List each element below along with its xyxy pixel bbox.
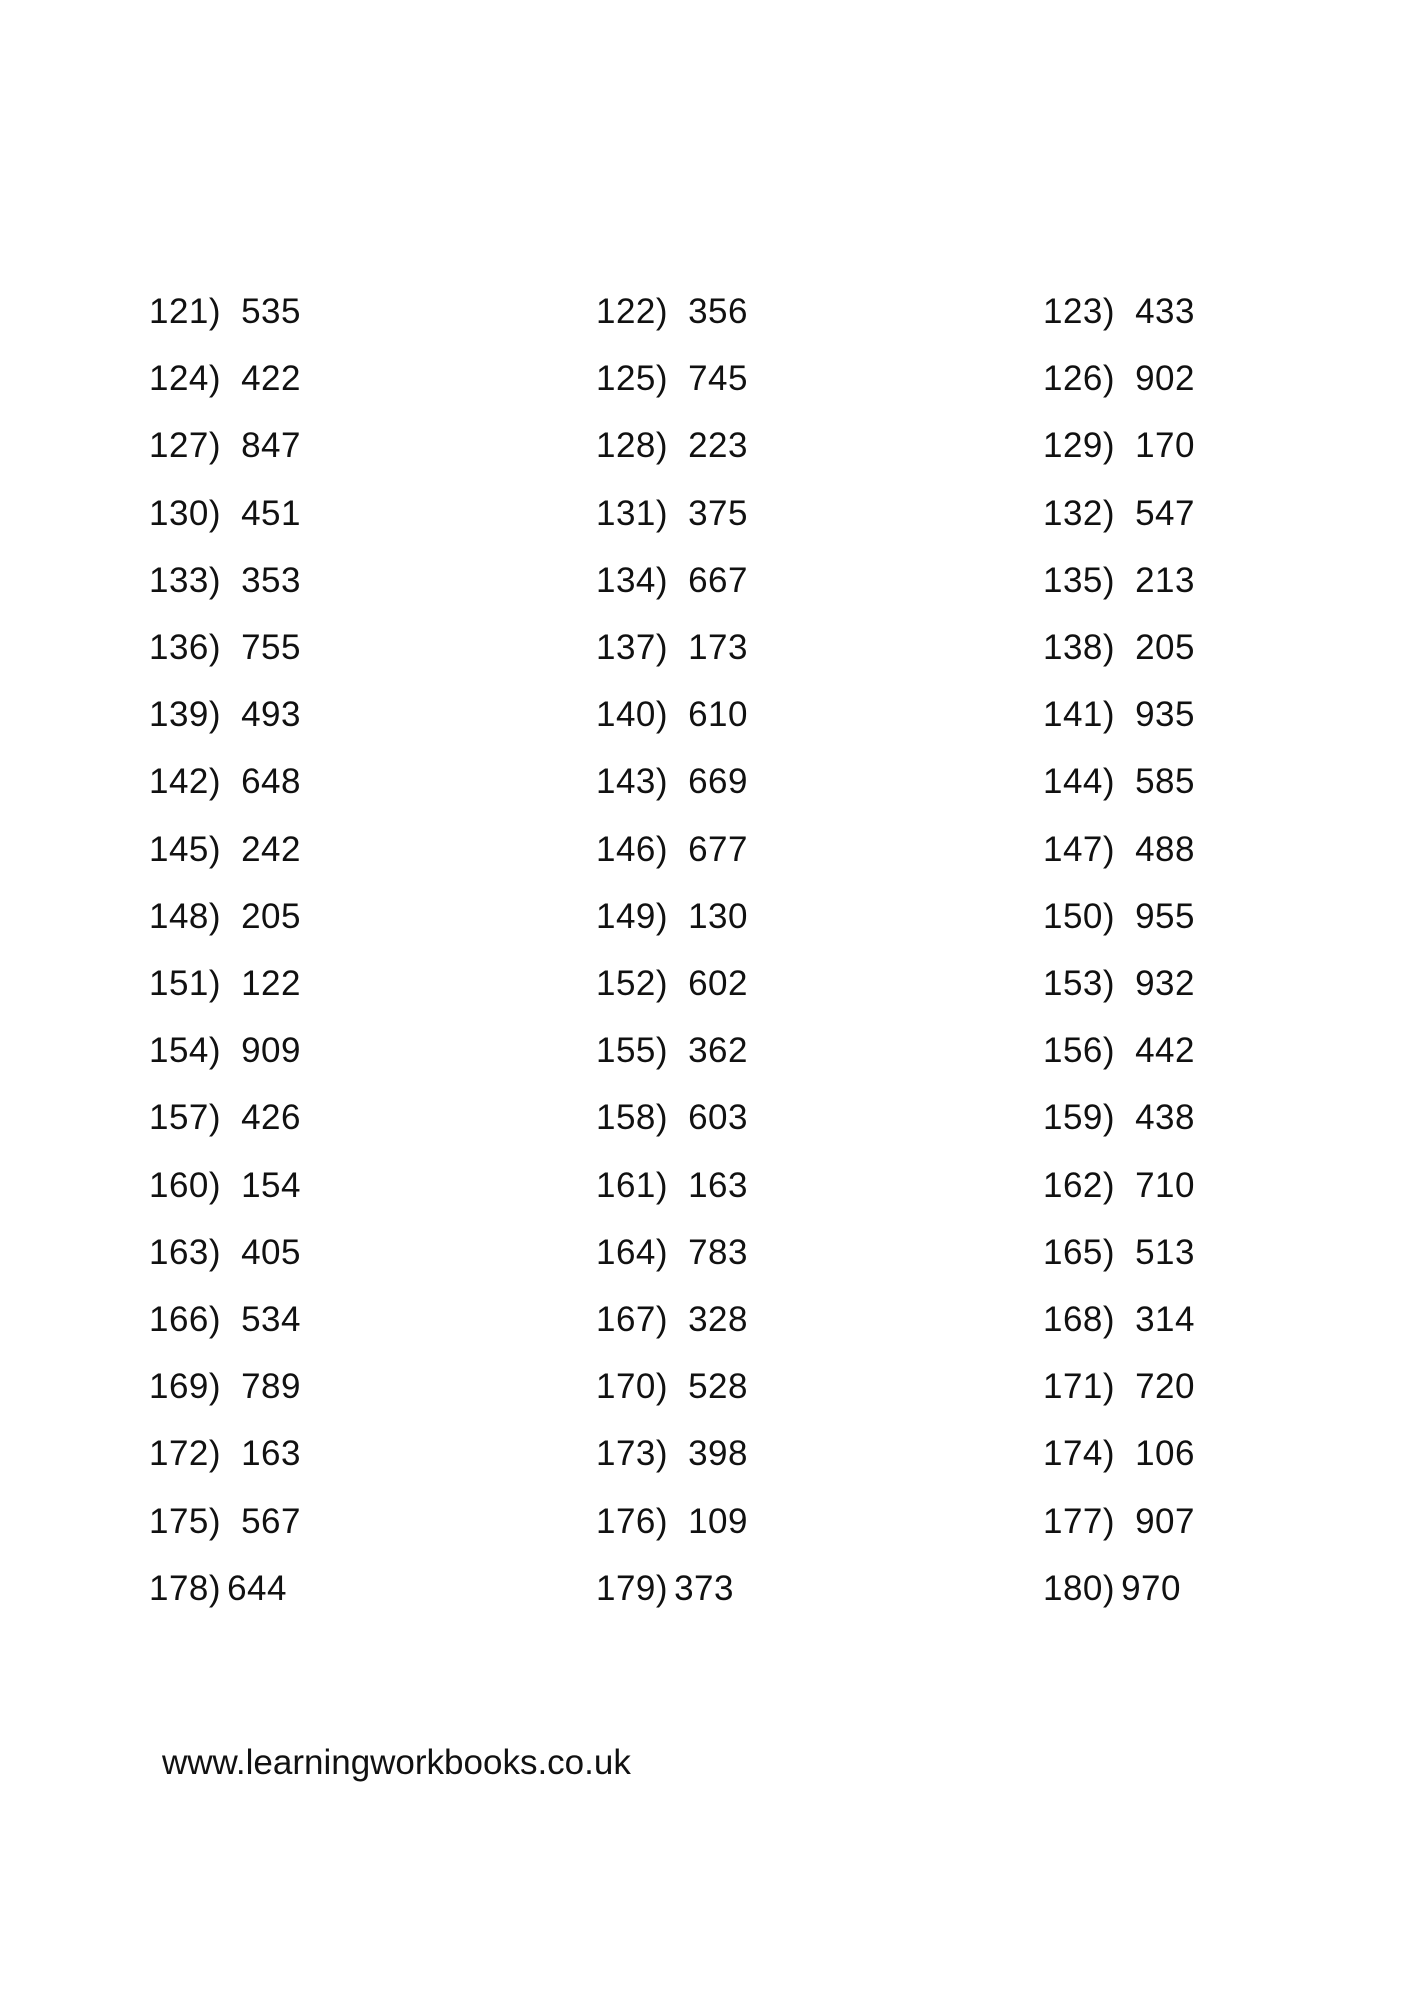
problem-value: 902 xyxy=(1135,359,1195,399)
problem-row xyxy=(0,1228,1414,1278)
problem-row xyxy=(0,354,1414,404)
problem-value: 710 xyxy=(1135,1165,1195,1205)
problem-number: 124) xyxy=(149,359,222,399)
problem-number: 128) xyxy=(596,426,669,466)
problem-row xyxy=(0,1161,1414,1211)
problem-value: 328 xyxy=(688,1300,748,1339)
problem-value: 314 xyxy=(1135,1300,1195,1339)
problem-item xyxy=(149,623,301,673)
problem-item xyxy=(1043,489,1195,539)
problem-number: 160) xyxy=(149,1165,222,1205)
problem-row xyxy=(0,1564,1414,1614)
problem-row xyxy=(0,1026,1414,1076)
problem-item xyxy=(596,489,748,539)
problem-value: 644 xyxy=(227,1568,287,1608)
problem-value: 789 xyxy=(241,1367,301,1407)
problem-item xyxy=(596,1295,748,1345)
problem-value: 213 xyxy=(1135,560,1195,600)
problem-value: 677 xyxy=(688,829,748,869)
problem-value: 154 xyxy=(241,1165,301,1205)
problem-value: 955 xyxy=(1135,896,1195,936)
problem-value: 163 xyxy=(241,1434,301,1474)
problem-number: 153) xyxy=(1043,964,1116,1003)
problem-row xyxy=(0,757,1414,807)
problem-value: 602 xyxy=(688,964,748,1003)
problem-value: 755 xyxy=(241,628,301,667)
problem-number: 157) xyxy=(149,1098,222,1138)
problem-row xyxy=(0,489,1414,539)
problem-number: 171) xyxy=(1043,1367,1116,1407)
problem-item xyxy=(596,354,748,404)
problem-item xyxy=(596,556,748,606)
problem-number: 152) xyxy=(596,964,669,1003)
problem-value: 970 xyxy=(1121,1568,1181,1608)
problem-item xyxy=(149,825,301,875)
problem-value: 130 xyxy=(688,896,748,936)
problem-item xyxy=(596,1564,734,1614)
problem-value: 720 xyxy=(1135,1367,1195,1407)
problem-item xyxy=(596,287,748,337)
problem-item xyxy=(149,690,301,740)
problem-item xyxy=(596,1093,748,1143)
problem-item xyxy=(1043,1497,1195,1547)
problem-item xyxy=(1043,421,1195,471)
problem-number: 145) xyxy=(149,829,222,869)
problem-number: 165) xyxy=(1043,1232,1116,1272)
problem-item xyxy=(1043,825,1195,875)
footer-url: www.learningworkbooks.co.uk xyxy=(162,1743,631,1782)
problem-row xyxy=(0,1093,1414,1143)
problem-value: 422 xyxy=(241,359,301,399)
problem-item xyxy=(596,1161,748,1211)
problem-number: 125) xyxy=(596,359,669,399)
problem-item xyxy=(149,287,301,337)
problem-value: 356 xyxy=(688,292,748,331)
problem-number: 146) xyxy=(596,829,669,869)
problem-number: 155) xyxy=(596,1031,669,1071)
problem-number: 126) xyxy=(1043,359,1116,399)
problem-number: 164) xyxy=(596,1232,669,1272)
problem-value: 242 xyxy=(241,829,301,869)
problem-item xyxy=(1043,1026,1195,1076)
problem-row xyxy=(0,556,1414,606)
problem-row xyxy=(0,287,1414,337)
problem-number: 130) xyxy=(149,493,222,533)
problem-number: 133) xyxy=(149,560,222,600)
problem-value: 648 xyxy=(241,762,301,802)
problem-item xyxy=(149,1497,301,1547)
problem-item xyxy=(1043,354,1195,404)
problem-number: 139) xyxy=(149,695,222,735)
problem-item xyxy=(1043,1228,1195,1278)
problem-item xyxy=(1043,757,1195,807)
problem-item xyxy=(596,959,748,1009)
problem-number: 122) xyxy=(596,292,669,331)
problem-item xyxy=(596,623,748,673)
problem-value: 488 xyxy=(1135,829,1195,869)
problem-row xyxy=(0,959,1414,1009)
problem-value: 534 xyxy=(241,1300,301,1339)
problem-item xyxy=(596,892,748,942)
problem-row xyxy=(0,1429,1414,1479)
problem-value: 585 xyxy=(1135,762,1195,802)
problem-row xyxy=(0,1362,1414,1412)
problem-number: 175) xyxy=(149,1501,222,1541)
problem-value: 935 xyxy=(1135,695,1195,735)
problem-value: 353 xyxy=(241,560,301,600)
problem-value: 373 xyxy=(674,1568,734,1608)
problem-value: 451 xyxy=(241,493,301,533)
problem-number: 136) xyxy=(149,628,222,667)
problem-number: 167) xyxy=(596,1300,669,1339)
problem-item xyxy=(1043,892,1195,942)
problem-number: 135) xyxy=(1043,560,1116,600)
problem-item xyxy=(149,489,301,539)
problem-value: 603 xyxy=(688,1098,748,1138)
problem-number: 166) xyxy=(149,1300,222,1339)
problem-row xyxy=(0,892,1414,942)
problem-item xyxy=(596,1497,748,1547)
problem-number: 127) xyxy=(149,426,222,466)
problem-value: 783 xyxy=(688,1232,748,1272)
problem-number: 179) xyxy=(596,1568,669,1608)
problem-value: 362 xyxy=(688,1031,748,1071)
problem-value: 610 xyxy=(688,695,748,735)
problem-number: 144) xyxy=(1043,762,1116,802)
problem-number: 134) xyxy=(596,560,669,600)
problem-number: 176) xyxy=(596,1501,669,1541)
problem-value: 398 xyxy=(688,1434,748,1474)
problem-value: 513 xyxy=(1135,1232,1195,1272)
problem-value: 163 xyxy=(688,1165,748,1205)
problem-value: 567 xyxy=(241,1501,301,1541)
problem-value: 375 xyxy=(688,493,748,533)
problem-value: 205 xyxy=(241,896,301,936)
problem-value: 438 xyxy=(1135,1098,1195,1138)
problem-item xyxy=(149,892,301,942)
problem-value: 547 xyxy=(1135,493,1195,533)
problem-item xyxy=(149,1564,287,1614)
problem-value: 405 xyxy=(241,1232,301,1272)
problem-number: 172) xyxy=(149,1434,222,1474)
problem-row xyxy=(0,623,1414,673)
problem-item xyxy=(596,1362,748,1412)
problem-value: 442 xyxy=(1135,1031,1195,1071)
problem-item xyxy=(1043,959,1195,1009)
problem-item xyxy=(1043,690,1195,740)
problem-number: 131) xyxy=(596,493,669,533)
problem-number: 148) xyxy=(149,896,222,936)
problem-item xyxy=(149,959,301,1009)
problem-value: 109 xyxy=(688,1501,748,1541)
problem-row xyxy=(0,421,1414,471)
problem-item xyxy=(596,1429,748,1479)
problem-number: 140) xyxy=(596,695,669,735)
problem-number: 161) xyxy=(596,1165,669,1205)
problem-item xyxy=(149,757,301,807)
problem-item xyxy=(149,421,301,471)
problem-item xyxy=(149,1026,301,1076)
problem-value: 847 xyxy=(241,426,301,466)
problem-value: 745 xyxy=(688,359,748,399)
problem-number: 178) xyxy=(149,1568,222,1608)
problem-value: 907 xyxy=(1135,1501,1195,1541)
problem-item xyxy=(1043,1161,1195,1211)
problem-row xyxy=(0,825,1414,875)
problem-number: 159) xyxy=(1043,1098,1116,1138)
problem-value: 122 xyxy=(241,964,301,1003)
problem-number: 123) xyxy=(1043,292,1116,331)
problem-item xyxy=(596,690,748,740)
problem-number: 121) xyxy=(149,292,222,331)
problem-value: 669 xyxy=(688,762,748,802)
problem-item xyxy=(149,1295,301,1345)
problem-value: 932 xyxy=(1135,964,1195,1003)
problem-value: 493 xyxy=(241,695,301,735)
problem-number: 141) xyxy=(1043,695,1116,735)
problem-number: 169) xyxy=(149,1367,222,1407)
problem-item xyxy=(149,1228,301,1278)
problem-item xyxy=(1043,1564,1181,1614)
problem-number: 168) xyxy=(1043,1300,1116,1339)
problem-value: 426 xyxy=(241,1098,301,1138)
problem-item xyxy=(149,556,301,606)
problem-item xyxy=(149,1362,301,1412)
problem-number: 180) xyxy=(1043,1568,1116,1608)
problem-item xyxy=(149,354,301,404)
problem-item xyxy=(149,1161,301,1211)
problem-item xyxy=(1043,556,1195,606)
problem-item xyxy=(596,1228,748,1278)
problem-number: 170) xyxy=(596,1367,669,1407)
problem-number: 158) xyxy=(596,1098,669,1138)
problem-row xyxy=(0,690,1414,740)
problem-number: 154) xyxy=(149,1031,222,1071)
problem-number: 137) xyxy=(596,628,669,667)
problem-number: 132) xyxy=(1043,493,1116,533)
problem-number: 129) xyxy=(1043,426,1116,466)
problem-number: 147) xyxy=(1043,829,1116,869)
problem-number: 142) xyxy=(149,762,222,802)
problem-number: 149) xyxy=(596,896,669,936)
problem-item xyxy=(1043,623,1195,673)
problem-item xyxy=(1043,1093,1195,1143)
problem-number: 162) xyxy=(1043,1165,1116,1205)
problem-item xyxy=(149,1093,301,1143)
problem-value: 205 xyxy=(1135,628,1195,667)
problem-item xyxy=(1043,287,1195,337)
problem-number: 151) xyxy=(149,964,222,1003)
problem-value: 909 xyxy=(241,1031,301,1071)
problem-item xyxy=(1043,1362,1195,1412)
problem-item xyxy=(596,1026,748,1076)
problem-value: 433 xyxy=(1135,292,1195,331)
problem-value: 667 xyxy=(688,560,748,600)
problem-item xyxy=(596,825,748,875)
problem-item xyxy=(596,421,748,471)
problem-value: 535 xyxy=(241,292,301,331)
problem-value: 170 xyxy=(1135,426,1195,466)
problem-row xyxy=(0,1295,1414,1345)
problem-row xyxy=(0,1497,1414,1547)
problem-item xyxy=(1043,1295,1195,1345)
problem-value: 223 xyxy=(688,426,748,466)
problem-number: 138) xyxy=(1043,628,1116,667)
problem-number: 150) xyxy=(1043,896,1116,936)
problem-item xyxy=(149,1429,301,1479)
problem-item xyxy=(596,757,748,807)
problem-value: 106 xyxy=(1135,1434,1195,1474)
problem-number: 173) xyxy=(596,1434,669,1474)
problem-number: 174) xyxy=(1043,1434,1116,1474)
problem-number: 163) xyxy=(149,1232,222,1272)
problem-value: 528 xyxy=(688,1367,748,1407)
problem-number: 156) xyxy=(1043,1031,1116,1071)
problem-value: 173 xyxy=(688,628,748,667)
problem-item xyxy=(1043,1429,1195,1479)
problem-number: 143) xyxy=(596,762,669,802)
problem-number: 177) xyxy=(1043,1501,1116,1541)
